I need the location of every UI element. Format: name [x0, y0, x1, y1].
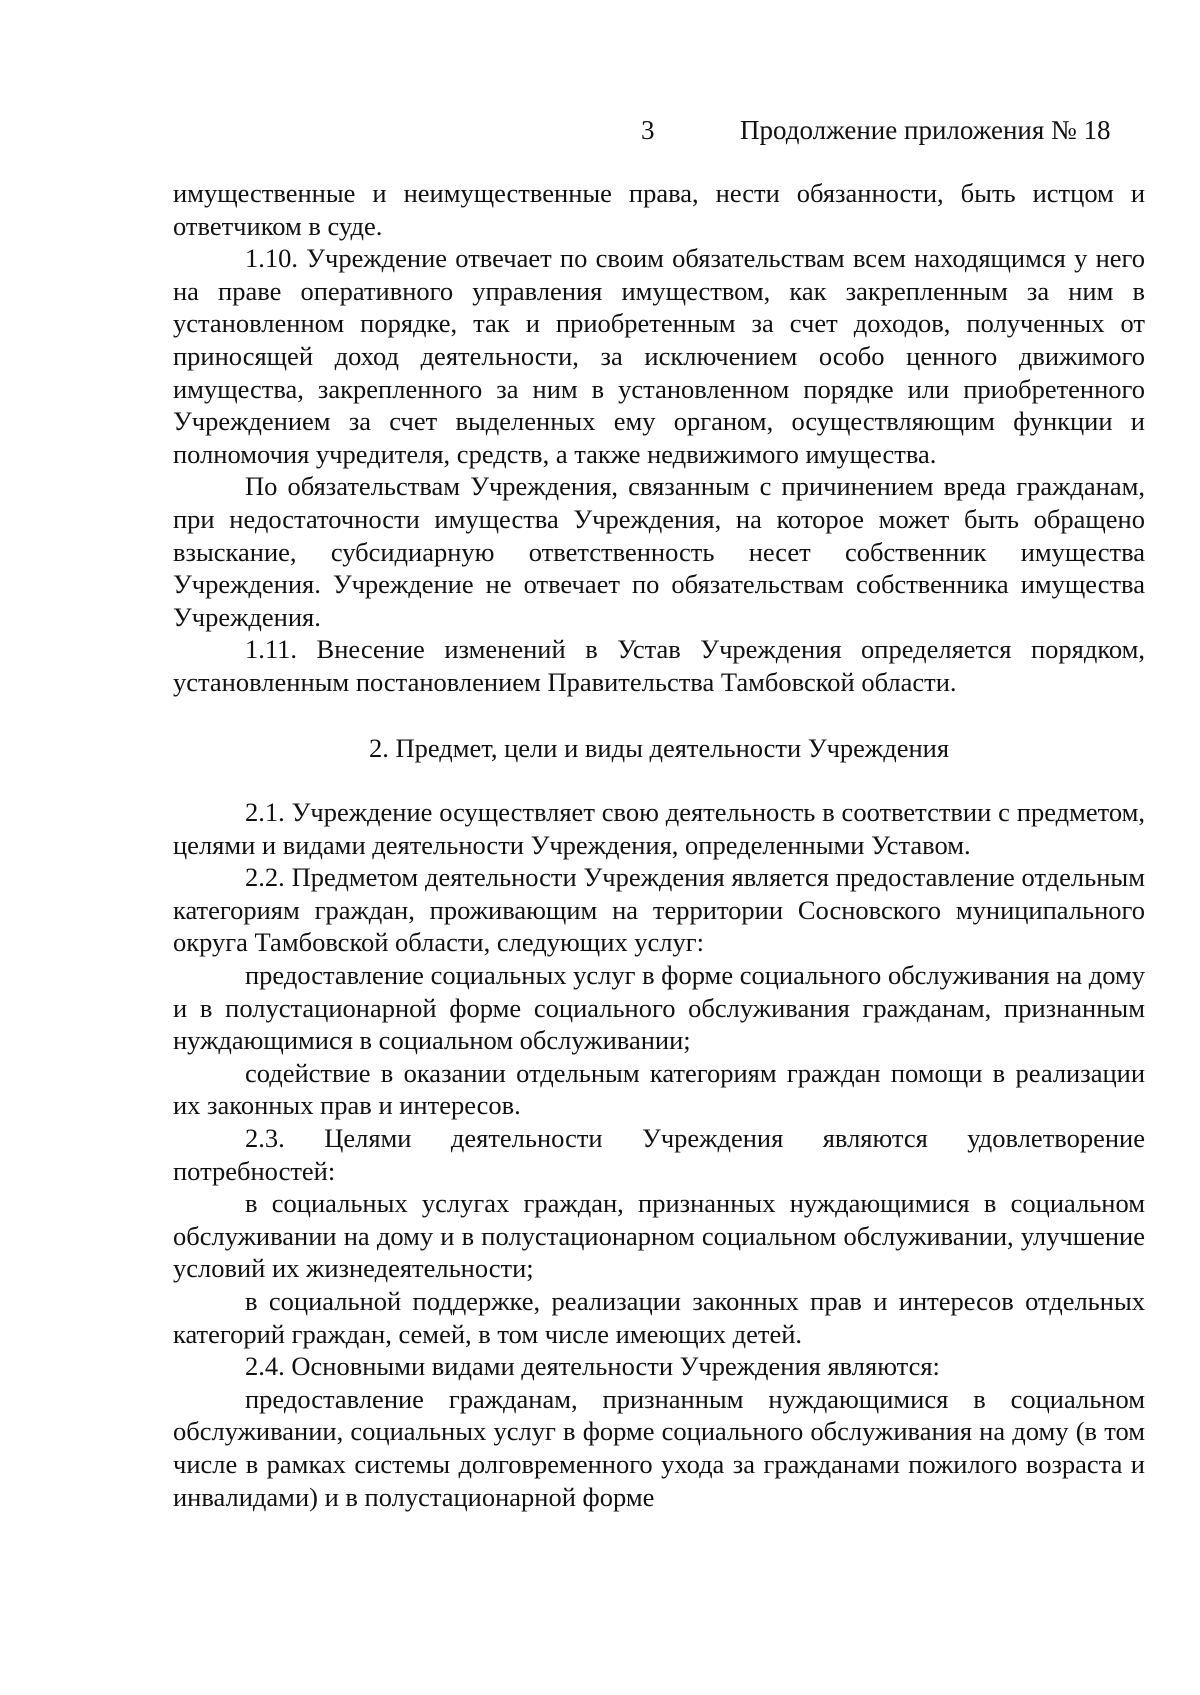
page-number: 3	[641, 115, 655, 145]
paragraph-2-2-item-2: содействие в оказании отдельным категориям граждан помощи в реализации их законных прав и интересов.	[173, 1057, 1145, 1121]
paragraph-2-2-item-1: предоставление социальных услуг в форме социального обслуживания на дому и в полустационарной форме социального обслуживания гражданам, признанным нуждающимися в социальном обслуживании;	[173, 960, 1145, 1056]
paragraph-2-2: 2.2. Предметом деятельности Учреждения является предоставление отдельным категориям граждан, проживающим на территории Сосновского муниципального округа Тамбовской области, следующих услуг:	[173, 862, 1145, 958]
paragraph-2-4: 2.4. Основными видами деятельности Учреждения являются:	[245, 1351, 940, 1382]
paragraph-liability: По обязательствам Учреждения, связанным с причинением вреда гражданам, при недостаточности имущества Учреждения, на которое может быть обращено взыскание, субсидиарную ответственность несет собственник имущества Учреждения. Учреждение не отвечает по обязательствам собственника имущества Учреждения.	[173, 471, 1145, 632]
document-body	[173, 177, 1145, 1513]
section-2-heading: 2. Предмет, цели и виды деятельности Учреждения	[368, 732, 950, 763]
paragraph-continuation: имущественные и неимущественные права, нести обязанности, быть истцом и ответчиком в суде.	[173, 178, 1145, 241]
paragraph-1-11: 1.11. Внесение изменений в Устав Учреждения определяется порядком, установленным постановлением Правительства Тамбовской области.	[173, 634, 1145, 697]
running-header: Продолжение приложения № 18	[740, 115, 1111, 145]
paragraph-2-3-item-2: в социальной поддержке, реализации законных прав и интересов отдельных категорий граждан, семей, в том числе имеющих детей.	[173, 1286, 1145, 1349]
paragraph-2-1: 2.1. Учреждение осуществляет свою деятельность в соответствии с предметом, целями и видами деятельности Учреждения, определенными Уставом.	[173, 797, 1145, 860]
paragraph-2-3-item-1: в социальных услугах граждан, признанных нуждающимися в социальном обслуживании на дому и в полустационарном социальном обслуживании, улучшение условий их жизнедеятельности;	[173, 1188, 1145, 1284]
paragraph-2-4-item-1: предоставление гражданам, признанным нуждающимися в социальном обслуживании, социальных услуг в форме социального обслуживания на дому (в том числе в рамках системы долговременного ухода за гражданами пожилого возраста и инвалидами) и в полустационарной форме	[173, 1383, 1145, 1512]
paragraph-2-3: 2.3. Целями деятельности Учреждения являются удовлетворение потребностей:	[173, 1123, 1145, 1186]
paragraph-1-10: 1.10. Учреждение отвечает по своим обязательствам всем находящимся у него на праве оперативного управления имуществом, как закрепленным за ним в установленном порядке, так и приобретенным за счет доходов, полученных от приносящей доход деятельности, за исключением особо ценного движимого имущества, закрепленного за ним в установленном порядке или приобретенного Учреждением за счет выделенных ему органом, осуществляющим функции и полномочия учредителя, средств, а также недвижимого имущества.	[173, 243, 1145, 469]
